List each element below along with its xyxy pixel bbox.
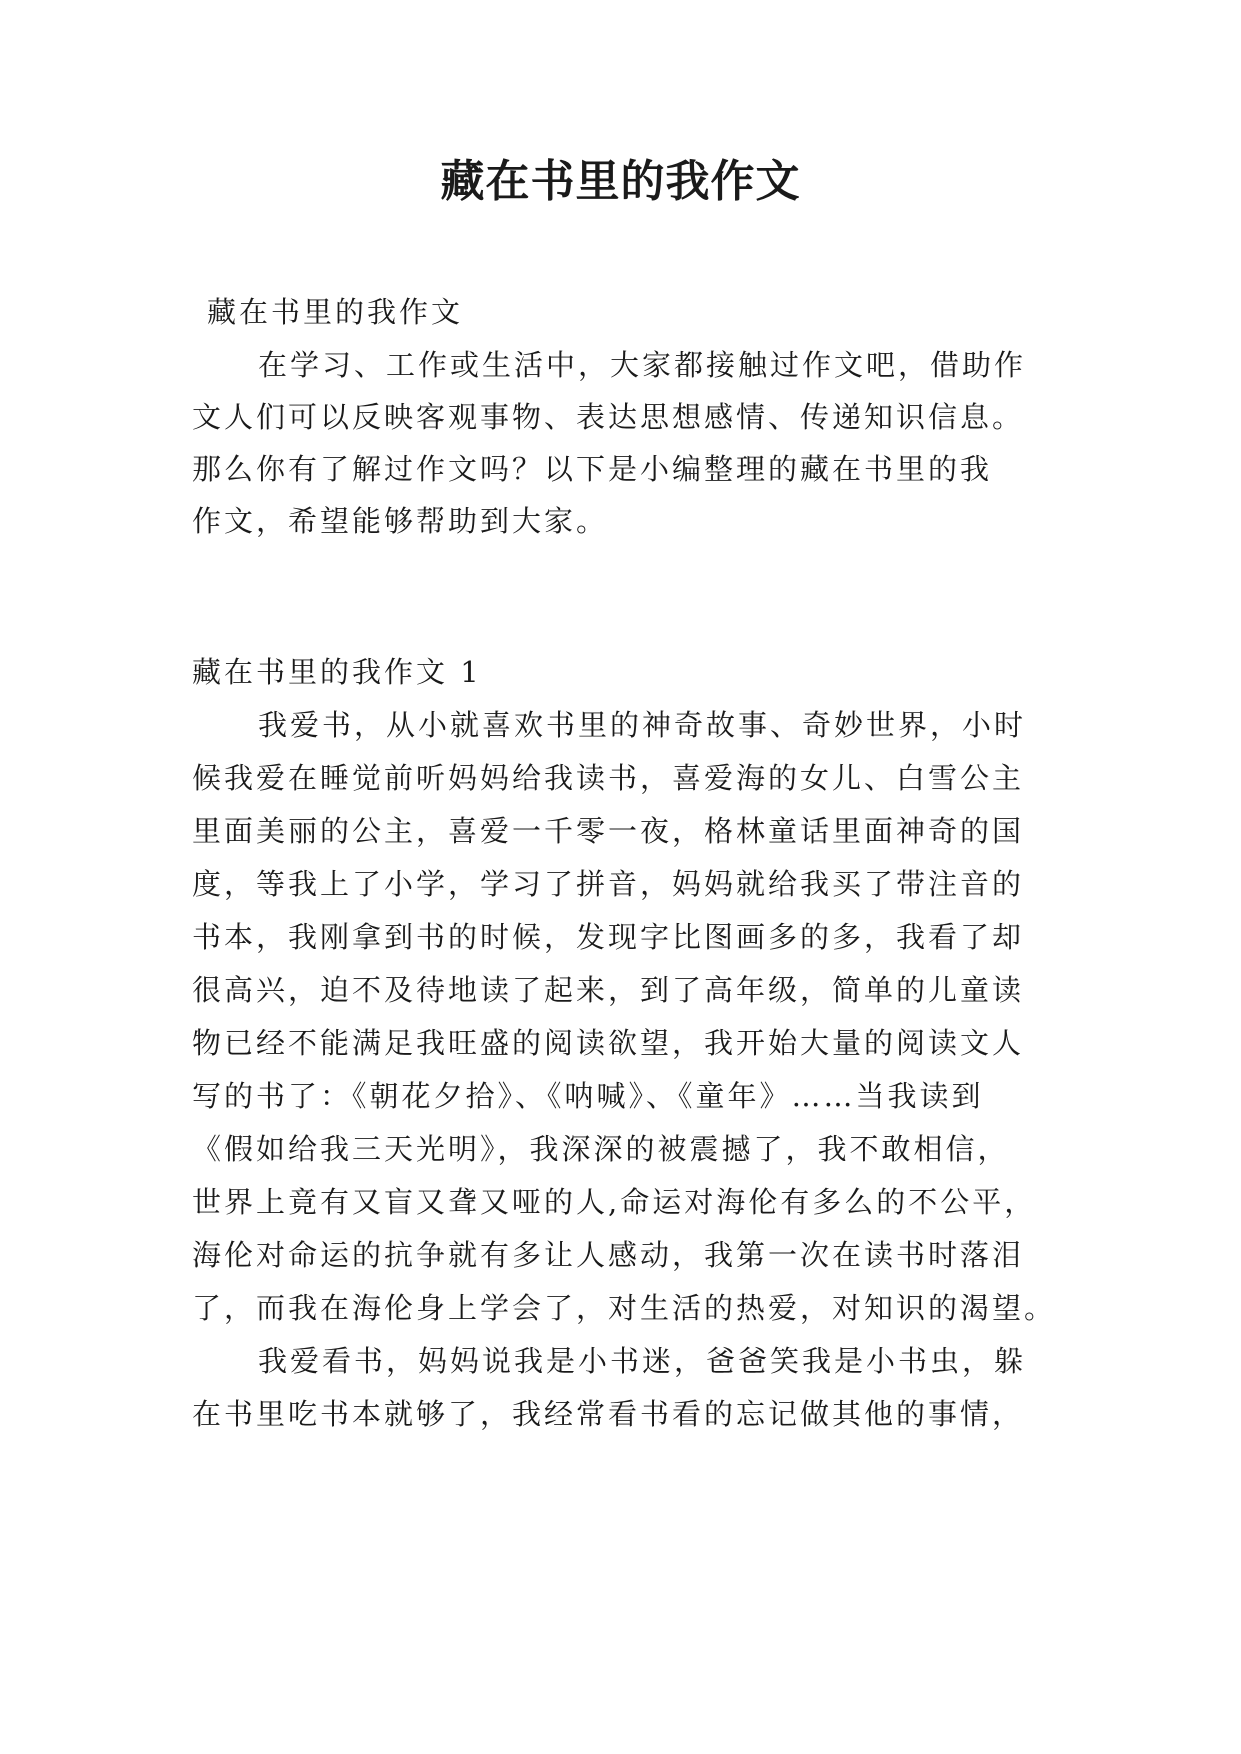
paragraph-line: 在书里吃书本就够了，我经常看书看的忘记做其他的事情， bbox=[192, 1397, 1025, 1431]
document-subtitle: 藏在书里的我作文 bbox=[207, 295, 464, 329]
document-title: 藏在书里的我作文 bbox=[440, 156, 801, 207]
paragraph-line: 物已经不能满足我旺盛的阅读欲望，我开始大量的阅读文人 bbox=[192, 1026, 1025, 1060]
paragraph-line: 写的书了：《朝花夕拾》、《呐喊》、《童年》……当我读到 bbox=[192, 1079, 984, 1113]
paragraph-line: 《假如给我三天光明》，我深深的被震撼了，我不敢相信， bbox=[192, 1132, 1010, 1166]
paragraph-line: 候我爱在睡觉前听妈妈给我读书，喜爱海的女儿、白雪公主 bbox=[192, 761, 1025, 795]
section-heading: 藏在书里的我作文 1 bbox=[192, 655, 482, 689]
paragraph-line: 度，等我上了小学，学习了拼音，妈妈就给我买了带注音的 bbox=[192, 867, 1025, 901]
paragraph-line: 我爱书，从小就喜欢书里的神奇故事、奇妙世界，小时 bbox=[258, 708, 1027, 742]
intro-line: 文人们可以反映客观事物、表达思想感情、传递知识信息。 bbox=[192, 400, 1025, 434]
paragraph-line: 书本，我刚拿到书的时候，发现字比图画多的多，我看了却 bbox=[192, 920, 1025, 954]
intro-line: 在学习、工作或生活中，大家都接触过作文吧，借助作 bbox=[258, 348, 1027, 382]
paragraph-line: 我爱看书，妈妈说我是小书迷，爸爸笑我是小书虫，躲 bbox=[258, 1344, 1027, 1378]
paragraph-line: 里面美丽的公主，喜爱一千零一夜，格林童话里面神奇的国 bbox=[192, 814, 1025, 848]
paragraph-line: 很高兴，迫不及待地读了起来，到了高年级，简单的儿童读 bbox=[192, 973, 1025, 1007]
paragraph-line: 海伦对命运的抗争就有多让人感动，我第一次在读书时落泪 bbox=[192, 1238, 1025, 1272]
intro-line: 作文，希望能够帮助到大家。 bbox=[192, 504, 609, 538]
paragraph-line: 了，而我在海伦身上学会了，对生活的热爱，对知识的渴望。 bbox=[192, 1291, 1057, 1325]
paragraph-line: 世界上竟有又盲又聋又哑的人,命运对海伦有多么的不公平， bbox=[192, 1185, 1037, 1219]
intro-line: 那么你有了解过作文吗？以下是小编整理的藏在书里的我 bbox=[192, 452, 993, 486]
